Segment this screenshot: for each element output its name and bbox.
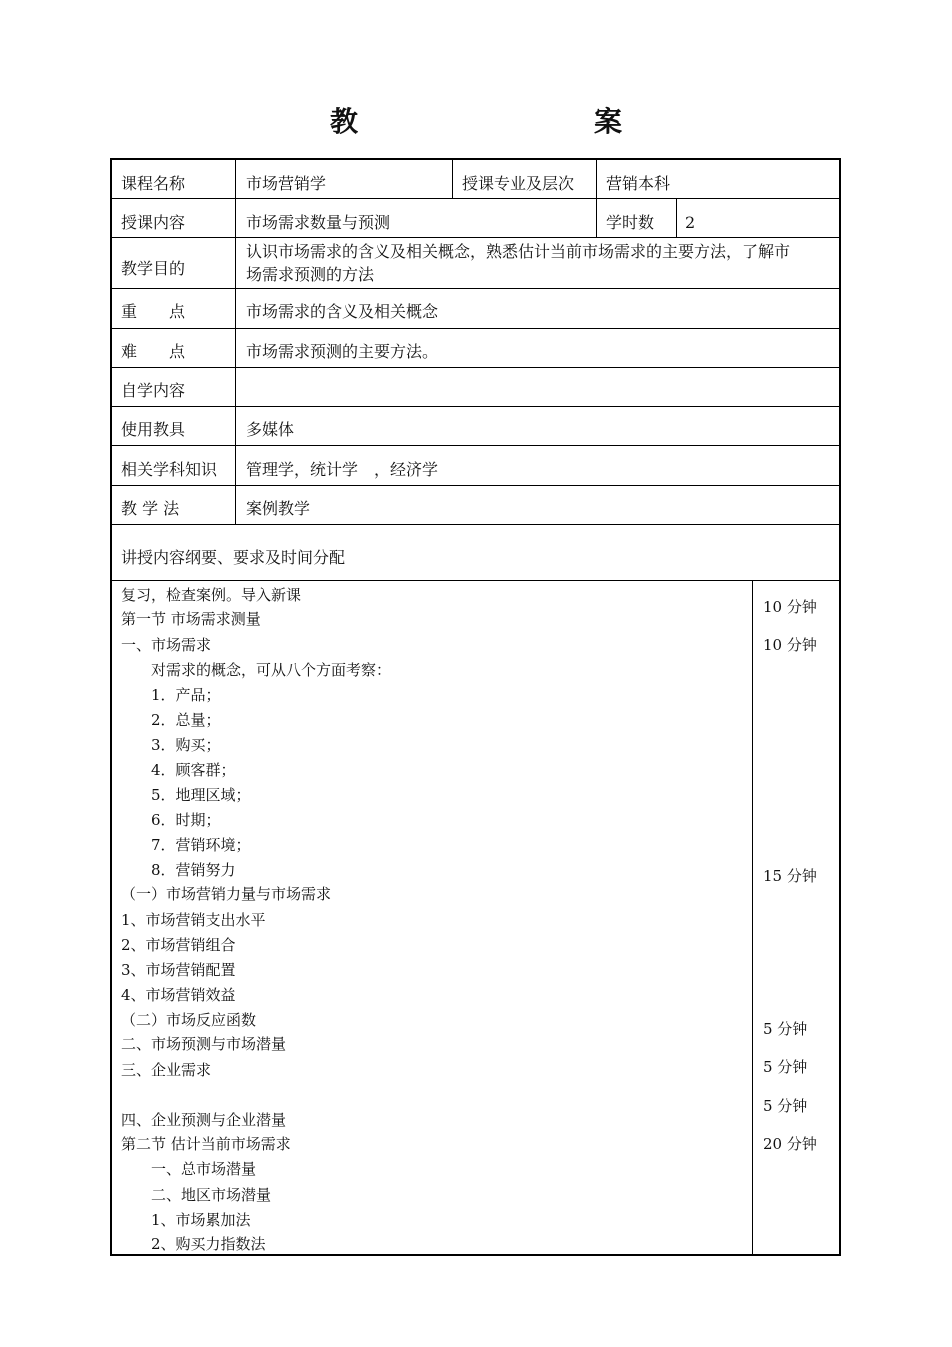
- outline-line: 3．购买；: [121, 736, 221, 754]
- time-allocation: 5 分钟: [763, 1020, 808, 1038]
- time-allocation: 10 分钟: [763, 636, 817, 654]
- teaching-goal-line2: 场需求预测的方法: [246, 265, 375, 284]
- row-divider: [111, 237, 840, 238]
- key-point-value: 市场需求的含义及相关概念: [246, 302, 439, 321]
- time-allocation: 20 分钟: [763, 1135, 817, 1153]
- outline-line: 一、市场需求: [121, 636, 212, 654]
- row-divider: [111, 524, 840, 525]
- row-divider: [111, 328, 840, 329]
- related-subjects-label: 相关学科知识: [121, 460, 218, 479]
- outline-line: 三、企业需求: [121, 1061, 212, 1079]
- outline-line: 二、市场预测与市场潜量: [121, 1035, 287, 1053]
- outline-line: 第二节 估计当前市场需求: [121, 1135, 291, 1153]
- outline-line: 4．顾客群；: [121, 761, 236, 779]
- outline-line: 5．地理区域；: [121, 786, 251, 804]
- row-divider: [111, 445, 840, 446]
- course-name-value: 市场营销学: [246, 174, 327, 193]
- outline-line: 二、地区市场潜量: [121, 1186, 272, 1204]
- outline-heading: 讲授内容纲要、要求及时间分配: [121, 548, 346, 567]
- major-level-label: 授课专业及层次: [462, 174, 575, 193]
- outline-line: 对需求的概念，可从八个方面考察：: [121, 661, 392, 679]
- difficult-point-value: 市场需求预测的主要方法。: [246, 342, 439, 361]
- row-divider: [111, 198, 840, 199]
- column-divider: [752, 580, 753, 1255]
- row-divider: [111, 485, 840, 486]
- outline-line: 8．营销努力: [121, 861, 236, 879]
- teaching-method-label: 教 学 法: [121, 499, 180, 518]
- time-allocation: 5 分钟: [763, 1097, 808, 1115]
- outline-line: 复习，检查案例。导入新课: [121, 586, 302, 604]
- teaching-tools-label: 使用教具: [121, 420, 186, 439]
- outline-line: 4、市场营销效益: [121, 986, 236, 1004]
- teaching-tools-value: 多媒体: [246, 420, 295, 439]
- column-divider: [596, 159, 597, 237]
- lesson-plan-table: [110, 158, 841, 1256]
- column-divider: [676, 198, 677, 237]
- teaching-content-label: 授课内容: [121, 213, 186, 232]
- column-divider: [452, 159, 453, 198]
- teaching-goal-line1: 认识市场需求的含义及相关概念，熟悉估计当前市场需求的主要方法，了解市: [246, 242, 791, 261]
- outline-line: 1、市场营销支出水平: [121, 911, 266, 929]
- outline-line: （一）市场营销力量与市场需求: [121, 885, 332, 903]
- course-name-label: 课程名称: [121, 174, 186, 193]
- key-point-label: 重 点: [121, 302, 186, 321]
- class-hours-label: 学时数: [606, 213, 655, 232]
- outline-line: 6．时期；: [121, 811, 221, 829]
- time-allocation: 15 分钟: [763, 867, 817, 885]
- major-level-value: 营销本科: [606, 174, 671, 193]
- time-allocation: 5 分钟: [763, 1058, 808, 1076]
- outline-line: 第一节 市场需求测量: [121, 610, 261, 628]
- outline-line: 一、总市场潜量: [121, 1160, 257, 1178]
- column-divider: [235, 159, 236, 524]
- outline-line: 1、市场累加法: [121, 1211, 251, 1229]
- outline-line: 四、企业预测与企业潜量: [121, 1111, 287, 1129]
- outline-line: 3、市场营销配置: [121, 961, 236, 979]
- outline-line: 2．总量；: [121, 711, 221, 729]
- row-divider: [111, 580, 840, 581]
- page-title: 教 案: [329, 105, 682, 138]
- row-divider: [111, 367, 840, 368]
- time-allocation: 10 分钟: [763, 598, 817, 616]
- outline-line: （二）市场反应函数: [121, 1011, 257, 1029]
- self-study-label: 自学内容: [121, 381, 186, 400]
- outline-line: 7．营销环境；: [121, 836, 251, 854]
- teaching-method-value: 案例教学: [246, 499, 311, 518]
- related-subjects-value: 管理学，统计学 ，经济学: [246, 460, 439, 479]
- outline-line: 2、市场营销组合: [121, 936, 236, 954]
- outline-line: 2、购买力指数法: [121, 1235, 266, 1253]
- difficult-point-label: 难 点: [121, 342, 186, 361]
- teaching-content-value: 市场需求数量与预测: [246, 213, 391, 232]
- row-divider: [111, 406, 840, 407]
- teaching-goal-label: 教学目的: [121, 259, 186, 278]
- outline-line: 1．产品；: [121, 686, 221, 704]
- row-divider: [111, 288, 840, 289]
- class-hours-value: 2: [685, 213, 696, 232]
